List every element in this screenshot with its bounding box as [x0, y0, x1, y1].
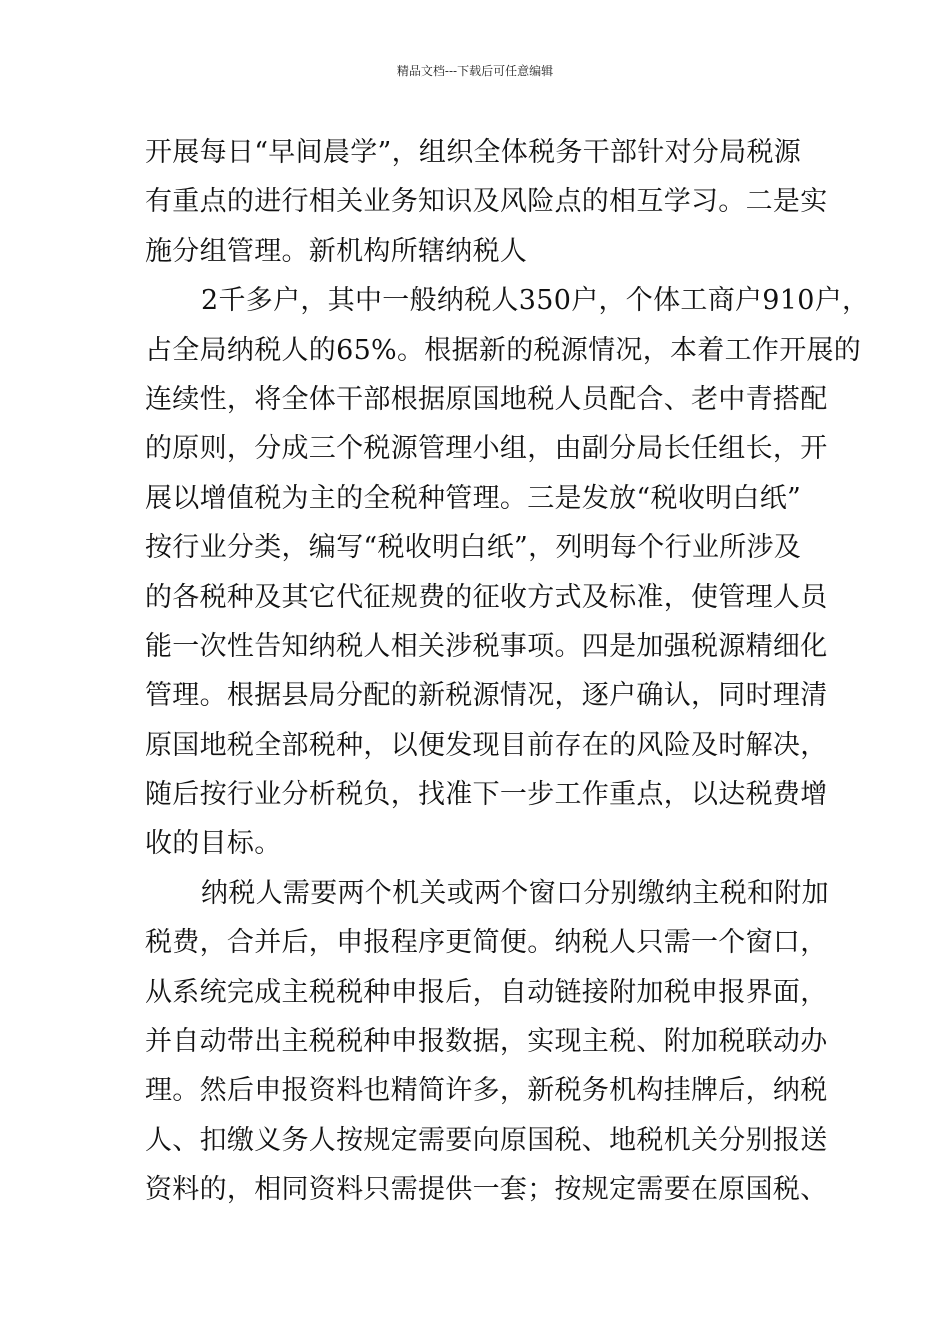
- text-line: 人、扣缴义务人按规定需要向原国税、地税机关分别报送: [145, 1124, 828, 1156]
- text-line: 展以增值税为主的全税种管理。三是发放“税收明白纸”: [145, 482, 802, 514]
- page-header: 精品文档---下载后可任意编辑: [396, 64, 554, 78]
- text-line: 的原则，分成三个税源管理小组，由副分局长任组长，开: [145, 433, 828, 465]
- text-line: 2千多户，其中一般纳税人350户，个体工商户910户，: [201, 285, 870, 317]
- text-line: 并自动带出主税税种申报数据，实现主税、附加税联动办: [145, 1026, 828, 1058]
- document-body: [145, 128, 870, 1215]
- text-line: 连续性，将全体干部根据原国地税人员配合、老中青搭配: [145, 383, 828, 415]
- paragraph-2: [145, 276, 870, 869]
- text-line: 税费，合并后，申报程序更简便。纳税人只需一个窗口，: [145, 927, 828, 959]
- text-line: 从系统完成主税税种申报后，自动链接附加税申报界面，: [145, 976, 828, 1008]
- text-line: 占全局纳税人的65%。根据新的税源情况，本着工作开展的: [145, 334, 862, 366]
- text-line: 随后按行业分析税负，找准下一步工作重点，以达税费增: [145, 779, 828, 811]
- text-line: 能一次性告知纳税人相关涉税事项。四是加强税源精细化: [145, 630, 828, 662]
- text-line: 纳税人需要两个机关或两个窗口分别缴纳主税和附加: [201, 877, 829, 909]
- text-line: 理。然后申报资料也精简许多，新税务机构挂牌后，纳税: [145, 1075, 828, 1107]
- text-line: 收的目标。: [145, 828, 282, 860]
- text-line: 按行业分类，编写“税收明白纸”，列明每个行业所涉及: [145, 532, 802, 564]
- text-line: 开展每日“早间晨学”，组织全体税务干部针对分局税源: [145, 137, 802, 168]
- text-line: 资料的，相同资料只需提供一套；按规定需要在原国税、: [145, 1174, 828, 1206]
- paragraph-3: [145, 869, 829, 1215]
- text-line: 的各税种及其它代征规费的征收方式及标准，使管理人员: [145, 581, 828, 613]
- text-line: 施分组管理。新机构所辖纳税人: [145, 235, 528, 267]
- text-line: 有重点的进行相关业务知识及风险点的相互学习。二是实: [145, 186, 828, 218]
- paragraph-1: [145, 128, 828, 276]
- text-line: 管理。根据县局分配的新税源情况，逐户确认，同时理清: [145, 680, 828, 712]
- text-line: 原国地税全部税种，以便发现目前存在的风险及时解决，: [145, 729, 828, 761]
